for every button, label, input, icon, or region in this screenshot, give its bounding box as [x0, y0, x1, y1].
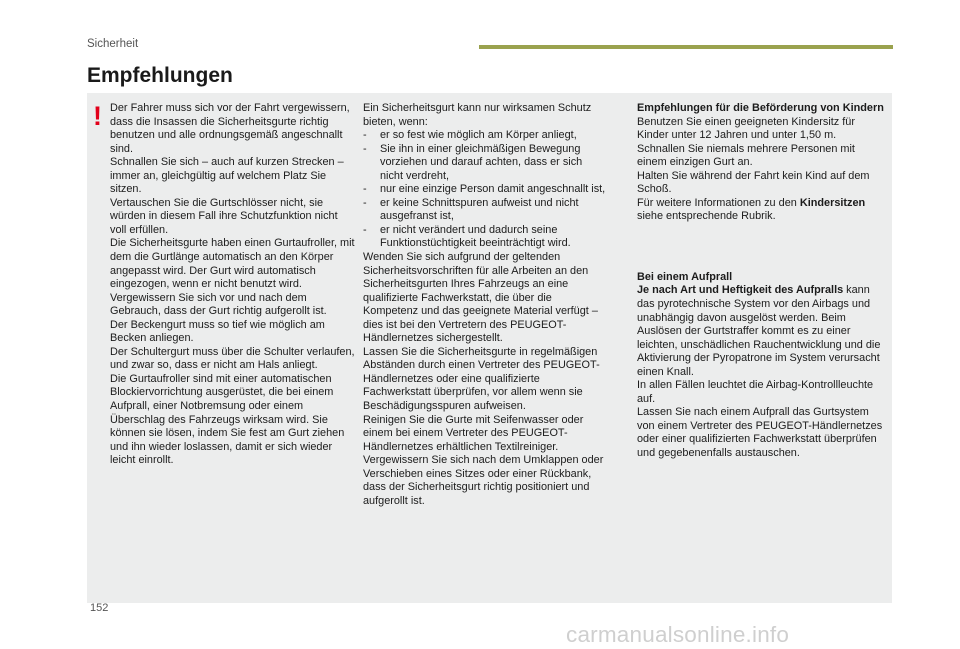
list-item: - Sie ihn in einer gleichmäßigen Bewegung vorziehen und darauf achten, dass er sich nicht verdreht,: [363, 143, 608, 184]
paragraph: Schnallen Sie sich – auch auf kurzen Strecken – immer an, gleichgültig auf welchem Platz Sie sitzen.: [110, 156, 344, 196]
list-item: - er so fest wie möglich am Körper anliegt,: [363, 129, 608, 143]
paragraph: Vertauschen Sie die Gurtschlösser nicht, sie würden in diesem Fall ihre Schutzfunktion nicht voll erfüllen.: [110, 196, 338, 236]
impact-heading: Bei einem Aufprall: [637, 270, 733, 283]
intro-paragraph: Ein Sicherheitsgurt kann nur wirksamen Schutz bieten, wenn:: [363, 102, 592, 128]
warning-exclamation-icon: !: [93, 101, 102, 131]
watermark: carmanualsonline.info: [566, 622, 790, 647]
children-heading: Empfehlungen für die Beförderung von Kindern: [637, 102, 884, 114]
child-seats-link-text: Kindersitzen: [799, 196, 866, 209]
paragraph: Halten Sie während der Fahrt kein Kind auf dem Schoß.: [637, 169, 870, 196]
text-run: kann das pyrotechnische System vor den Airbags und unabhängig davon ausgelöst werden. Beim Auslösen der Gurtstraffer kommt es zu einer leichten, unschädlichen Rauchentwicklung und die Aktivierung der Pyropatrone im System verursacht einen Knall.: [637, 284, 881, 378]
paragraph: Lassen Sie nach einem Aufprall das Gurtsystem von einem Vertreter des PEUGEOT-Händlernetzes oder einer qualifizierten Fachwerkstatt überprüfen und gegebenenfalls austauschen.: [637, 406, 883, 460]
spacer: [637, 224, 885, 271]
paragraph: Die Sicherheitsgurte haben einen Gurtaufroller, mit dem die Gurtlänge automatisch an den Körper angepasst wird. Der Gurt wird automatisch eingezogen, wenn er nicht benutzt wird.: [110, 237, 355, 291]
paragraph: Vergewissern Sie sich vor und nach dem Gebrauch, dass der Gurt richtig aufgerollt ist.: [110, 291, 327, 318]
paragraph: Der Fahrer muss sich vor der Fahrt vergewissern, dass die Insassen die Sicherheitsgurte richtig benutzen und alle ordnungsgemäß angeschnallt sind.: [110, 102, 350, 155]
column-driver-warning: [110, 102, 355, 468]
text-run: Für weitere Informationen zu den: [637, 196, 800, 209]
paragraph: Der Beckengurt muss so tief wie möglich am Becken anliegen.: [110, 318, 325, 345]
condition-list: [363, 129, 608, 251]
paragraph: [637, 284, 885, 379]
column-belt-protection: [363, 102, 608, 508]
paragraph: Schnallen Sie niemals mehrere Personen mit einem einzigen Gurt an.: [637, 142, 855, 169]
page-number: 152: [90, 602, 109, 614]
list-item: - er keine Schnittspuren aufweist und nicht ausgefranst ist,: [363, 197, 608, 224]
paragraph: In allen Fällen leuchtet die Airbag-Kontrollleuchte auf.: [637, 379, 874, 405]
page-title: Empfehlungen: [87, 64, 233, 87]
paragraph: Der Schultergurt muss über die Schulter verlaufen, und zwar so, dass er nicht am Hals anliegt.: [110, 345, 355, 372]
header-accent-rule: [479, 45, 893, 49]
paragraph: Benutzen Sie einen geeigneten Kindersitz für Kinder unter 12 Jahren und unter 1,50 m.: [637, 115, 855, 142]
paragraph: Vergewissern Sie sich nach dem Umklappen oder Verschieben eines Sitzes oder einer Rückbank, dass der Sicherheitsgurt richtig positioniert und aufgerollt ist.: [363, 454, 604, 507]
column-children-and-impact: [637, 102, 885, 461]
paragraph: Die Gurtaufroller sind mit einer automatischen Blockiervorrichtung ausgerüstet, die bei einem Aufprall, einer Notbremsung oder einem Überschlag des Fahrzeugs wirksam wird. Sie können sie lösen, indem Sie fest am Gurt ziehen und ihn wieder loslassen, damit er sich wieder leicht einrollt.: [110, 372, 345, 467]
impact-bold-lead: Je nach Art und Heftigkeit des Aufpralls: [637, 284, 844, 297]
paragraph: Lassen Sie die Sicherheitsgurte in regelmäßigen Abständen durch einen Vertreter des PEUGEOT-Händlernetzes oder eine qualifizierte Fachwerkstatt überprüfen, vor allem wenn sie Beschädigungsspuren aufweisen.: [363, 345, 600, 413]
list-item: - nur eine einzige Person damit angeschnallt ist,: [363, 183, 608, 197]
section-label: Sicherheit: [87, 38, 139, 50]
paragraph: Reinigen Sie die Gurte mit Seifenwasser oder einem bei einem Vertreter des PEUGEOT-Händlernetzes erhältlichen Textilreiniger.: [363, 413, 584, 453]
paragraph: Wenden Sie sich aufgrund der geltenden Sicherheitsvorschriften für alle Arbeiten an den Sicherheitsgurten Ihres Fahrzeugs an eine qualifizierte Fachwerkstatt, die über die Kompetenz und das geeignete Material verfügt – dies ist bei den Vertretern des PEUGEOT-Händlernetzes sichergestellt.: [363, 251, 598, 345]
list-item: - er nicht verändert und dadurch seine Funktionstüchtigkeit beeinträchtigt wird.: [363, 224, 608, 251]
text-run: siehe entsprechende Rubrik.: [637, 210, 776, 223]
paragraph: [637, 197, 885, 224]
